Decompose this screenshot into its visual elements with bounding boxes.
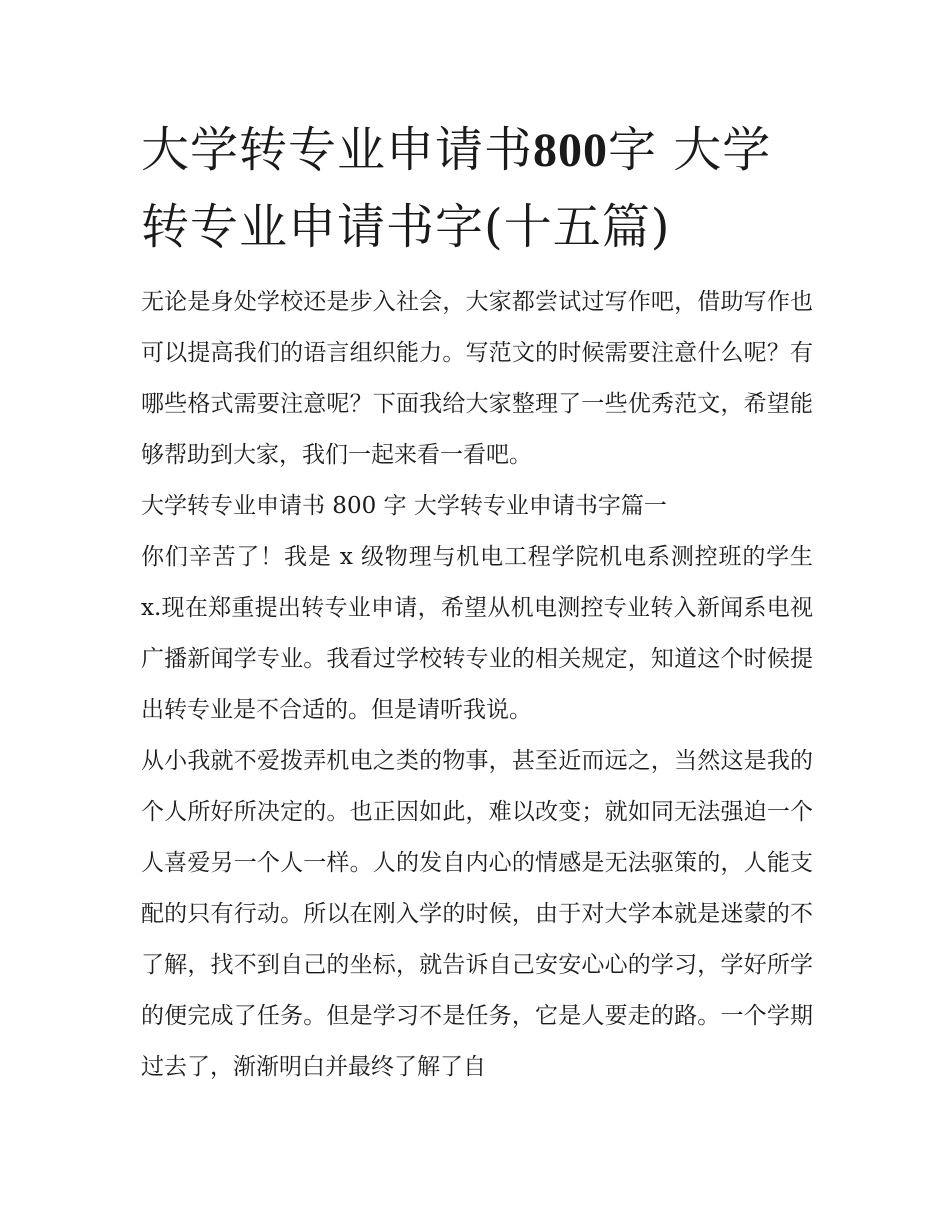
title-number: 800 xyxy=(533,124,609,177)
title-text-part2: 字 大学转专业申请书字 xyxy=(141,122,772,255)
document-body xyxy=(141,112,813,1093)
title-text-part3: (十五篇) xyxy=(484,199,671,255)
intro-paragraph: 无论是身处学校还是步入社会，大家都尝试过写作吧，借助写作也可以提高我们的语言组织能力。写范文的时候需要注意什么呢？有哪些格式需要注意呢？下面我给大家整理了一些优秀范文，希望能够帮助到大家，我们一起来看一看吧。 xyxy=(141,289,813,468)
title-text-part1: 大学转专业申请书 xyxy=(141,122,534,178)
section-heading: 大学转专业申请书 800 字 大学转专业申请书字篇一 xyxy=(141,493,667,519)
document-title xyxy=(141,112,813,265)
body-paragraph-2: 从小我就不爱拨弄机电之类的物事，甚至近而远之，当然这是我的个人所好所决定的。也正因如此，难以改变；就如同无法强迫一个人喜爱另一个人一样。人的发自内心的情感是无法驱策的，人能支配的只有行动。所以在刚入学的时候，由于对大学本就是迷蒙的不了解，找不到自己的坐标，就告诉自己安安心心的学习，学好所学的便完成了任务。但是学习不是任务，它是人要走的路。一个学期过去了，渐渐明白并最终了解了自 xyxy=(141,748,813,1080)
body-paragraph-1: 你们辛苦了！我是 x 级物理与机电工程学院机电系测控班的学生 x.现在郑重提出转专业申请，希望从机电测控专业转入新闻系电视广播新闻学专业。我看过学校转专业的相关规定，知道这个时候提出转专业是不合适的。但是请听我说。 xyxy=(141,544,813,723)
